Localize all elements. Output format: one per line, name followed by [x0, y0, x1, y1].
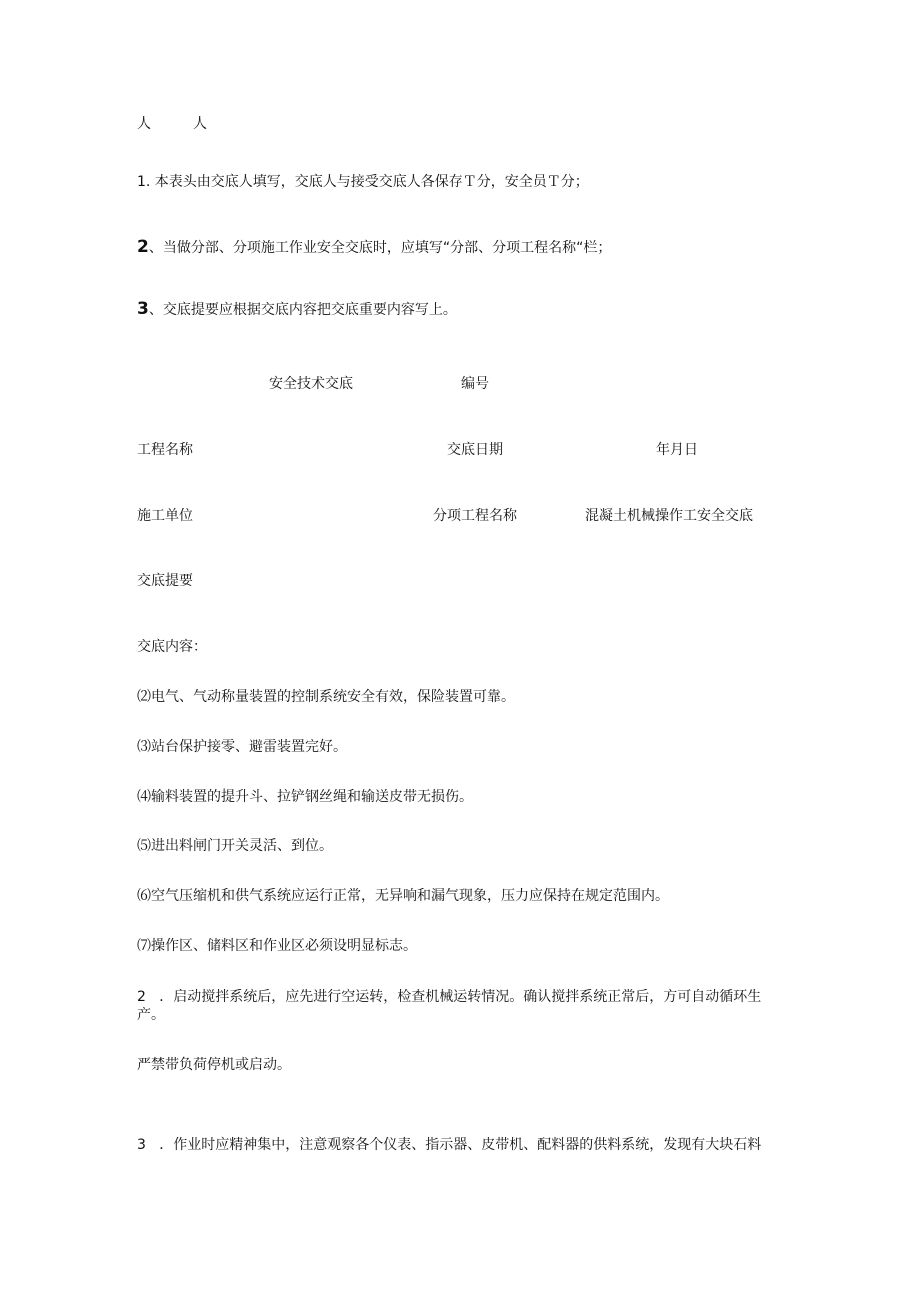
header-left: 人 — [137, 116, 151, 132]
date-label: 交底日期 — [447, 442, 503, 458]
project-name-label: 工程名称 — [137, 442, 193, 458]
header-right: 人 — [193, 116, 207, 132]
note-2-number: 2 — [137, 237, 149, 257]
note-2-text: 、当做分部、分项施工作业安全交底时，应填写“分部、分项工程名称“栏； — [148, 240, 612, 256]
paragraph-3 — [137, 1136, 761, 1154]
paragraph-2 — [137, 988, 787, 1024]
content-label: 交底内容： — [137, 639, 207, 655]
number-label: 编号 — [461, 376, 489, 392]
content-item: ⑺操作区、储料区和作业区必须设明显标志。 — [137, 938, 417, 954]
content-item: ⑷输料装置的提升斗、拉铲钢丝绳和输送皮带无损伤。 — [137, 789, 473, 805]
paragraph-2-tail: 严禁带负荷停机或启动。 — [137, 1057, 291, 1073]
note-1 — [137, 173, 589, 191]
paragraph-3-text: ．作业时应精神集中，注意观察各个仪表、指示器、皮带机、配料器的供料系统，发现有大块石料 — [159, 1137, 762, 1153]
paragraph-2-text: ．启动搅拌系统后，应先进行空运转，检查机械运转情况。确认搅拌系统正常后，方可自动循环生产。 — [137, 989, 762, 1023]
date-value: 年月日 — [656, 442, 698, 458]
content-item: ⑸进出料闸门开关灵活、到位。 — [137, 838, 333, 854]
content-item: ⑵电气、气动称量装置的控制系统安全有效，保险装置可靠。 — [137, 689, 515, 705]
form-title: 安全技术交底 — [269, 376, 353, 392]
note-1-text: 1. 本表头由交底人填写，交底人与接受交底人各保存Ｔ分，安全员Ｔ分； — [137, 174, 589, 190]
subitem-value: 混凝土机械操作工安全交底 — [585, 508, 753, 524]
paragraph-3-number: 3 — [137, 1137, 146, 1153]
paragraph-2-number: 2 — [137, 989, 146, 1005]
subitem-label: 分项工程名称 — [433, 508, 517, 524]
content-item: ⑹空气压缩机和供气系统应运行正常，无异响和漏气现象，压力应保持在规定范围内。 — [137, 888, 669, 904]
summary-label: 交底提要 — [137, 573, 193, 589]
content-item: ⑶站台保护接零、避雷装置完好。 — [137, 739, 347, 755]
unit-label: 施工单位 — [137, 508, 193, 524]
note-3-text: 、交底提要应根据交底内容把交底重要内容写上。 — [148, 302, 457, 318]
note-3-number: 3 — [137, 299, 149, 319]
note-3 — [137, 300, 457, 319]
note-2 — [137, 238, 611, 257]
